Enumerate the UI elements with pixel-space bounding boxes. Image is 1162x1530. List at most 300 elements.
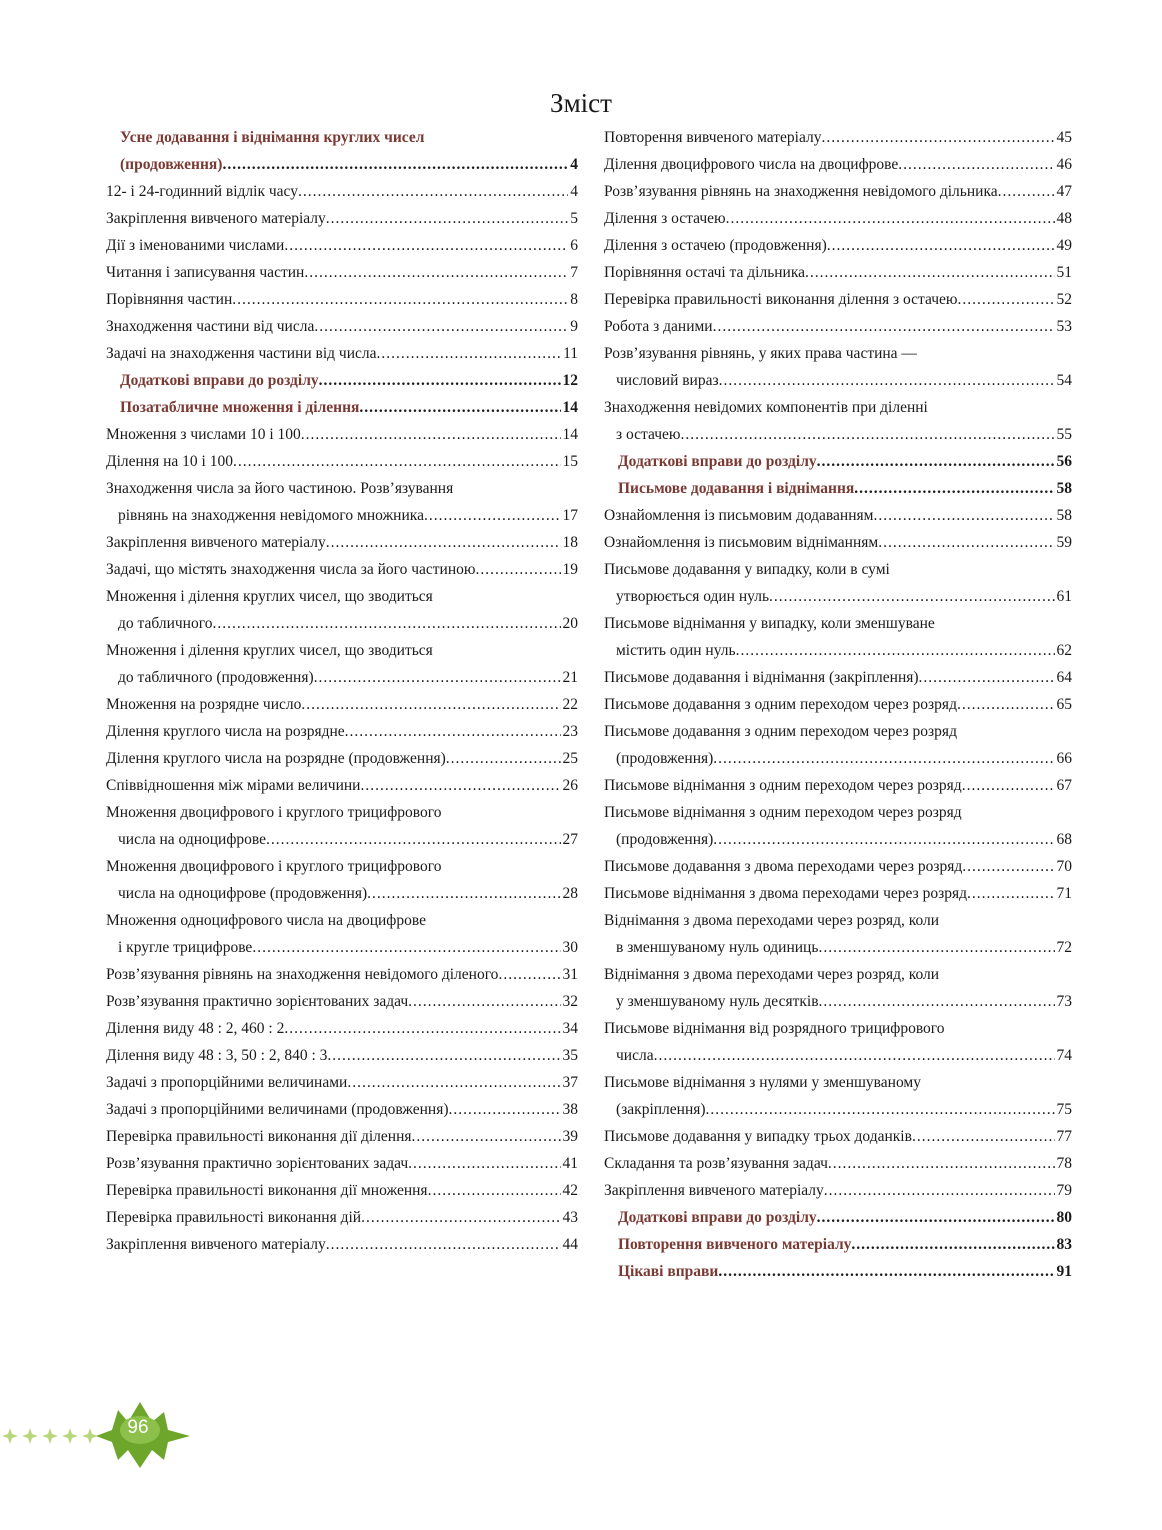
dot-leader [222,151,568,178]
dot-leader [448,1096,560,1123]
toc-entry [106,1069,578,1096]
toc-entry [604,772,1072,799]
toc-entry-line [604,1096,1072,1123]
toc-page-number: 34 [562,1020,578,1037]
toc-section-heading [604,1231,1072,1258]
page-number: 96 [127,1417,149,1438]
toc-entry-line [106,1015,578,1042]
dot-leader [345,718,561,745]
toc-entry-line [604,502,1072,529]
toc-entry-title: Задачі на знаходження частини від числа [106,345,377,362]
dot-leader [713,826,1054,853]
page-number-badge [0,1400,200,1470]
toc-entry-line [106,421,578,448]
toc-page-number: 26 [562,777,578,794]
toc-entry-title: Порівняння остачі та дільника [604,264,806,281]
dot-leader [498,961,560,988]
toc-entry [604,313,1072,340]
toc-entry [604,232,1072,259]
toc-page-number: 70 [1056,858,1072,875]
toc-entry [604,664,1072,691]
toc-entry-title: Додаткові вправи до розділу [120,372,319,389]
toc-entry-line [106,691,578,718]
toc-page-number: 67 [1056,777,1072,794]
dot-leader [212,610,560,637]
toc-entry [106,853,578,907]
toc-entry-title: з остачею [616,426,681,443]
toc-page-number: 17 [562,507,578,524]
toc-entry-line [604,475,1072,502]
toc-entry-line [106,853,578,880]
toc-entry-line [604,1015,1072,1042]
toc-entry-title: Множення і ділення круглих чисел, що зводиться [106,642,433,659]
toc-page-number: 54 [1056,372,1072,389]
toc-entry [604,340,1072,394]
toc-entry [106,1231,578,1258]
toc-entry [604,556,1072,610]
toc-entry-title: Дії з іменованими числами [106,237,285,254]
toc-section-heading [604,448,1072,475]
dot-leader [475,556,560,583]
dot-leader [912,1123,1055,1150]
dot-leader [919,664,1055,691]
dot-leader [424,502,561,529]
toc-entry-line [106,826,578,853]
toc-entry [604,853,1072,880]
toc-entry-title: містить один нуль [616,642,736,659]
toc-page-number: 80 [1056,1209,1072,1226]
dot-leader [326,205,568,232]
toc-section-heading [106,394,578,421]
toc-entry-line [106,529,578,556]
toc-page-number: 5 [570,210,578,227]
dot-leader [367,880,560,907]
toc-entry-title: Складання та розв’язування задач [604,1155,828,1172]
dot-leader [967,880,1055,907]
toc-page-number: 56 [1056,453,1072,470]
toc-entry [106,313,578,340]
toc-entry-title: Письмове віднімання від розрядного трицифрового [604,1020,945,1037]
toc-entry [106,1204,578,1231]
toc-entry-line [604,232,1072,259]
toc-entry-title: Письмове додавання з одним переходом через розряд [604,723,957,740]
toc-entry-line [604,529,1072,556]
toc-entry-line [604,151,1072,178]
dot-leader [412,1123,561,1150]
dot-leader [998,178,1055,205]
toc-entry-line [106,502,578,529]
toc-page-number: 11 [563,345,578,362]
toc-entry [106,529,578,556]
toc-page-number: 23 [562,723,578,740]
toc-page-number: 83 [1056,1236,1072,1253]
toc-entry-title: Множення двоцифрового і круглого трицифрового [106,858,442,875]
dot-leader [805,259,1054,286]
dot-leader [446,745,561,772]
toc-page-number: 75 [1056,1101,1072,1118]
toc-entry-line [604,286,1072,313]
toc-entry-line [604,313,1072,340]
toc-page-number: 53 [1056,318,1072,335]
toc-entry-line [106,718,578,745]
toc-entry-line [604,718,1072,745]
toc-entry-title: Письмове додавання у випадку трьох доданків [604,1128,912,1145]
toc-entry-title: Ділення виду 48 : 3, 50 : 2, 840 : 3 [106,1047,328,1064]
toc-entry-title: Розв’язування практично зорієнтованих задач [106,1155,409,1172]
toc-page-number: 28 [562,885,578,902]
toc-entry-title: 12- і 24-годинний відлік часу [106,183,298,200]
toc-page-number: 19 [562,561,578,578]
toc-page-number: 38 [562,1101,578,1118]
toc-entry-title: (продовження) [616,750,714,767]
toc-entry-line [106,475,578,502]
toc-page-number: 77 [1056,1128,1072,1145]
dot-leader [347,1069,560,1096]
toc-entry-title: Цікаві вправи [618,1263,719,1280]
toc-entry-title: Письмове віднімання з двома переходами через розряд [604,885,967,902]
toc-entry [604,961,1072,1015]
toc-entry-title: рівнянь на знаходження невідомого множника [118,507,424,524]
toc-page-number: 78 [1056,1155,1072,1172]
toc-entry-title: Множення двоцифрового і круглого трицифрового [106,804,442,821]
toc-entry-line [604,448,1072,475]
toc-entry-title: (закріплення) [616,1101,706,1118]
toc-entry-title: Письмове додавання у випадку, коли в сумі [604,561,890,578]
toc-entry-line [106,124,578,151]
toc-entry [604,286,1072,313]
toc-entry-line [604,907,1072,934]
dot-leader [428,1177,561,1204]
toc-entry-title: Додаткові вправи до розділу [618,453,817,470]
toc-entry-line [604,1258,1072,1285]
dot-leader [873,502,1054,529]
toc-entry-title: Співвідношення між мірами величини [106,777,361,794]
toc-entry-title: Перевірка правильності виконання дій [106,1209,362,1226]
toc-entry-line [604,205,1072,232]
toc-entry-title: Розв’язування рівнянь, у яких права частина — [604,345,917,362]
toc-entry-line [604,799,1072,826]
toc-page-number: 62 [1056,642,1072,659]
toc-page-number: 21 [562,669,578,686]
toc-entry-line [604,259,1072,286]
toc-entry-title: Закріплення вивченого матеріалу [106,534,326,551]
dot-leader [821,124,1054,151]
toc-right-column [604,124,1072,1285]
toc-entry [106,583,578,637]
dot-leader [654,1042,1055,1069]
toc-entry [106,907,578,961]
toc-page-number: 61 [1056,588,1072,605]
toc-entry-line [106,178,578,205]
toc-entry-title: Задачі з пропорційними величинами [106,1074,348,1091]
toc-page-number: 42 [562,1182,578,1199]
toc-entry-line [604,664,1072,691]
toc-entry-title: Письмове додавання з одним переходом через розряд [604,696,957,713]
dot-leader [898,151,1054,178]
toc-page-number: 52 [1056,291,1072,308]
dot-leader [878,529,1054,556]
dot-leader [301,691,560,718]
toc-entry-line [106,961,578,988]
dot-leader [851,1231,1054,1258]
toc-entry-line [604,340,1072,367]
toc-entry-line [106,1042,578,1069]
dot-leader [326,529,561,556]
toc-entry-title: Закріплення вивченого матеріалу [604,1182,824,1199]
dot-leader [958,286,1055,313]
toc-entry [604,1123,1072,1150]
toc-page-number: 9 [570,318,578,335]
toc-entry-line [604,880,1072,907]
dot-leader [824,1177,1055,1204]
toc-page-number: 48 [1056,210,1072,227]
toc-entry-title: Закріплення вивченого матеріалу [106,1236,326,1253]
toc-entry [106,232,578,259]
toc-section-heading [604,1204,1072,1231]
toc-entry-title: Повторення вивченого матеріалу [604,129,822,146]
toc-entry-line [106,151,578,178]
toc-entry-title: Письмове віднімання у випадку, коли зменшуване [604,615,935,632]
toc-entry-line [604,853,1072,880]
toc-page-number: 46 [1056,156,1072,173]
toc-entry-title: Читання і записування частин [106,264,305,281]
toc-page-number: 22 [562,696,578,713]
dot-leader [304,259,568,286]
toc-page-number: 35 [562,1047,578,1064]
toc-page-number: 39 [562,1128,578,1145]
toc-entry-title: у зменшуваному нуль десятків [616,993,819,1010]
toc-entry-title: Ділення з остачею [604,210,726,227]
toc-entry-title: Задачі, що містять знаходження числа за його частиною [106,561,476,578]
toc-entry-title: і кругле трицифрове [118,939,253,956]
toc-entry-title: Письмове віднімання з одним переходом через розряд [604,804,962,821]
toc-entry-line [604,1204,1072,1231]
toc-page-number: 55 [1056,426,1072,443]
toc-entry-line [604,826,1072,853]
toc-entry-line [106,907,578,934]
page-title: Зміст [550,88,612,118]
toc-entry-title: (продовження) [120,156,223,173]
toc-entry-line [106,934,578,961]
toc-entry [604,1015,1072,1069]
toc-page-number: 45 [1056,129,1072,146]
toc-entry-title: Письмове додавання з двома переходами через розряд [604,858,963,875]
dot-leader [719,367,1055,394]
toc-entry [106,475,578,529]
toc-entry [604,124,1072,151]
toc-entry-title: Розв’язування рівнянь на знаходження невідомого дільника [604,183,998,200]
toc-page-number: 68 [1056,831,1072,848]
toc-page-number: 7 [570,264,578,281]
toc-entry-line [106,1069,578,1096]
toc-entry-title: утворюється один нуль [616,588,770,605]
toc-entry-title: Множення з числами 10 і 100 [106,426,301,443]
toc-entry-line [604,961,1072,988]
toc-entry-line [106,1096,578,1123]
toc-entry-line [604,691,1072,718]
dot-leader [854,475,1054,502]
toc-entry-title: Повторення вивченого матеріалу [618,1236,852,1253]
toc-entry [106,1015,578,1042]
toc-entry-title: Задачі з пропорційними величинами (продовження) [106,1101,449,1118]
toc-entry-title: Знаходження частини від числа [106,318,315,335]
toc-page-number: 91 [1056,1263,1072,1280]
toc-page-number: 20 [562,615,578,632]
toc-entry-line [106,313,578,340]
toc-entry-title: Перевірка правильності виконання ділення з остачею [604,291,958,308]
toc-entry-line [106,1150,578,1177]
toc-entry [604,529,1072,556]
toc-entry-title: Робота з даними [604,318,713,335]
dot-leader [284,1015,560,1042]
toc-entry-line [604,394,1072,421]
toc-entry [106,205,578,232]
toc-entry [106,988,578,1015]
dot-leader [327,1042,560,1069]
dot-leader [314,664,561,691]
toc-entry [106,1177,578,1204]
toc-entry [604,259,1072,286]
dot-leader [326,1231,561,1258]
toc-entry-line [604,772,1072,799]
toc-entry-line [106,556,578,583]
toc-entry-line [604,610,1072,637]
toc-entry-title: Множення і ділення круглих чисел, що зводиться [106,588,433,605]
dot-leader [962,772,1055,799]
toc-entry-title: Письмове віднімання з нулями у зменшуваному [604,1074,921,1091]
toc-page-number: 6 [570,237,578,254]
dot-leader [827,232,1055,259]
toc-entry-title: Усне додавання і віднімання круглих чисел [120,129,425,146]
toc-entry-line [604,583,1072,610]
toc-entry-title: Перевірка правильності виконання дії ділення [106,1128,412,1145]
toc-page-number: 37 [562,1074,578,1091]
toc-page-number: 15 [562,453,578,470]
toc-page-number: 73 [1056,993,1072,1010]
toc-entry [106,961,578,988]
toc-entry-line [604,934,1072,961]
toc-page-number: 30 [562,939,578,956]
toc-page-number: 58 [1056,507,1072,524]
toc-page-number: 4 [570,183,578,200]
dot-leader [962,853,1054,880]
toc-entry-title: Ділення виду 48 : 2, 460 : 2 [106,1020,285,1037]
toc-page-number: 25 [562,750,578,767]
toc-page-number: 49 [1056,237,1072,254]
toc-entry-title: числа на одноцифрове [118,831,266,848]
toc-entry-title: Розв’язування рівнянь на знаходження невідомого діленого [106,966,499,983]
toc-entry [106,556,578,583]
toc-entry-line [604,637,1072,664]
toc-entry [106,691,578,718]
dot-leader [706,1096,1055,1123]
toc-entry-title: Письмове додавання і віднімання [618,480,855,497]
toc-page-number: 14 [562,426,578,443]
toc-entry [106,745,578,772]
toc-entry-line [106,799,578,826]
dot-leader [713,313,1055,340]
toc-entry-line [604,124,1072,151]
toc-entry-title: Віднімання з двома переходами через розряд, коли [604,966,940,983]
toc-entry-line [106,394,578,421]
toc-entry [604,610,1072,664]
toc-page-number: 64 [1056,669,1072,686]
toc-entry [106,1123,578,1150]
toc-entry [106,718,578,745]
toc-entry-line [106,880,578,907]
toc-entry-title: Множення одноцифрового числа на двоцифрове [106,912,426,929]
toc-entry-title: Ділення круглого числа на розрядне (продовження) [106,750,446,767]
toc-entry [604,1150,1072,1177]
toc-entry-line [604,988,1072,1015]
toc-page-number: 32 [562,993,578,1010]
toc-entry [604,178,1072,205]
dot-leader [361,1204,560,1231]
dot-leader [360,772,560,799]
toc-entry-title: Ділення на 10 і 100 [106,453,233,470]
toc-entry-title: Закріплення вивченого матеріалу [106,210,326,227]
toc-entry [106,1042,578,1069]
dot-leader [726,205,1055,232]
toc-entry-line [106,637,578,664]
toc-entry-title: Порівняння частин [106,291,233,308]
toc-page-number: 18 [562,534,578,551]
toc-entry [106,178,578,205]
toc-entry-line [604,1231,1072,1258]
dot-leader [817,448,1055,475]
toc-section-heading [604,1258,1072,1285]
toc-page-number: 51 [1056,264,1072,281]
toc-entry-title: (продовження) [616,831,714,848]
toc-entry [604,907,1072,961]
toc-page-number: 58 [1056,480,1072,497]
dot-leader [828,1150,1055,1177]
toc-page-number: 65 [1056,696,1072,713]
toc-entry-line [106,1177,578,1204]
toc-page-number: 71 [1056,885,1072,902]
toc-entry [604,151,1072,178]
toc-entry-title: Ділення круглого числа на розрядне [106,723,345,740]
dot-leader [408,988,560,1015]
toc-entry-line [604,178,1072,205]
dot-leader [817,1204,1055,1231]
dot-leader [298,178,568,205]
toc-entry [106,259,578,286]
toc-entry-line [106,988,578,1015]
toc-entry-title: числовий вираз [616,372,719,389]
toc-entry-line [604,421,1072,448]
toc-page-number: 79 [1056,1182,1072,1199]
toc-entry-title: Віднімання з двома переходами через розряд, коли [604,912,940,929]
toc-entry-line [106,1231,578,1258]
toc-entry-title: Ділення з остачею (продовження) [604,237,827,254]
toc-page-number: 47 [1056,183,1072,200]
dot-leader [359,394,560,421]
toc-entry [604,394,1072,448]
toc-page-number: 43 [562,1209,578,1226]
toc-entry [106,340,578,367]
dot-leader [408,1150,560,1177]
toc-entry-line [106,286,578,313]
dot-leader [233,448,561,475]
toc-section-heading [106,124,578,178]
toc-entry-title: Знаходження числа за його частиною. Розв’язування [106,480,454,497]
toc-entry-line [604,1069,1072,1096]
dot-leader [681,421,1055,448]
dot-leader [319,367,561,394]
toc-left-column [106,124,578,1258]
dot-leader [713,745,1054,772]
